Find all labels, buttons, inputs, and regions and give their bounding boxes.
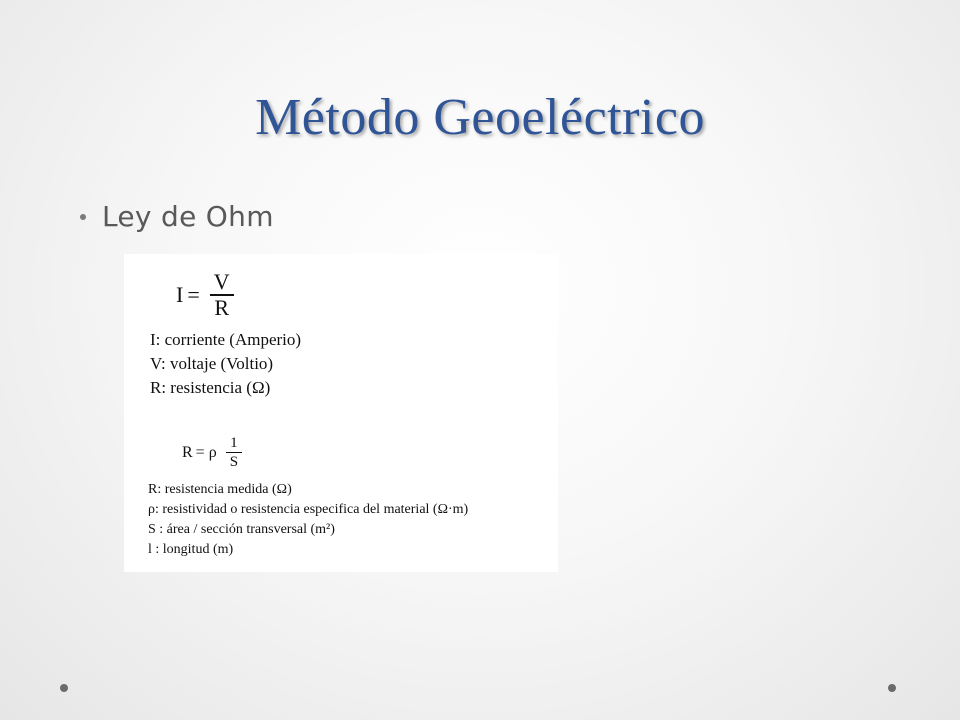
definition-area: S : área / sección transversal (m²) xyxy=(148,522,335,537)
bullet-text: Ley de Ohm xyxy=(102,200,274,233)
formula2-fraction xyxy=(226,434,242,471)
formula-equals: = xyxy=(187,282,200,307)
nav-dot-right-icon xyxy=(888,684,896,692)
fraction-numerator: V xyxy=(213,269,230,294)
fraction2-numerator: 1 xyxy=(230,435,238,451)
definition-length: l : longitud (m) xyxy=(148,542,234,557)
bullet-dot-icon xyxy=(80,214,86,220)
formula-fraction xyxy=(210,270,234,320)
definition-voltage: V: voltaje (Voltio) xyxy=(150,354,274,373)
fraction-denominator: R xyxy=(214,295,230,320)
definition-resistance: R: resistencia (Ω) xyxy=(150,378,271,397)
formula-image xyxy=(124,254,558,572)
bullet-item xyxy=(80,200,274,233)
definition-current: I: corriente (Amperio) xyxy=(150,330,302,349)
slide-title: Método Geoeléctrico xyxy=(255,89,705,146)
nav-dot-left-icon xyxy=(60,684,68,692)
resistivity-formula xyxy=(182,434,242,471)
formula-lhs: I xyxy=(176,282,184,307)
fraction2-denominator: S xyxy=(229,454,239,470)
formula2-equals-rho: = ρ xyxy=(195,443,217,461)
definition-measured-resistance: R: resistencia medida (Ω) xyxy=(148,482,292,497)
formula2-lhs: R xyxy=(182,443,193,461)
definition-resistivity: ρ: resistividad o resistencia especifica del material (Ω·m) xyxy=(148,502,469,517)
ohm-law-formula xyxy=(176,270,234,320)
